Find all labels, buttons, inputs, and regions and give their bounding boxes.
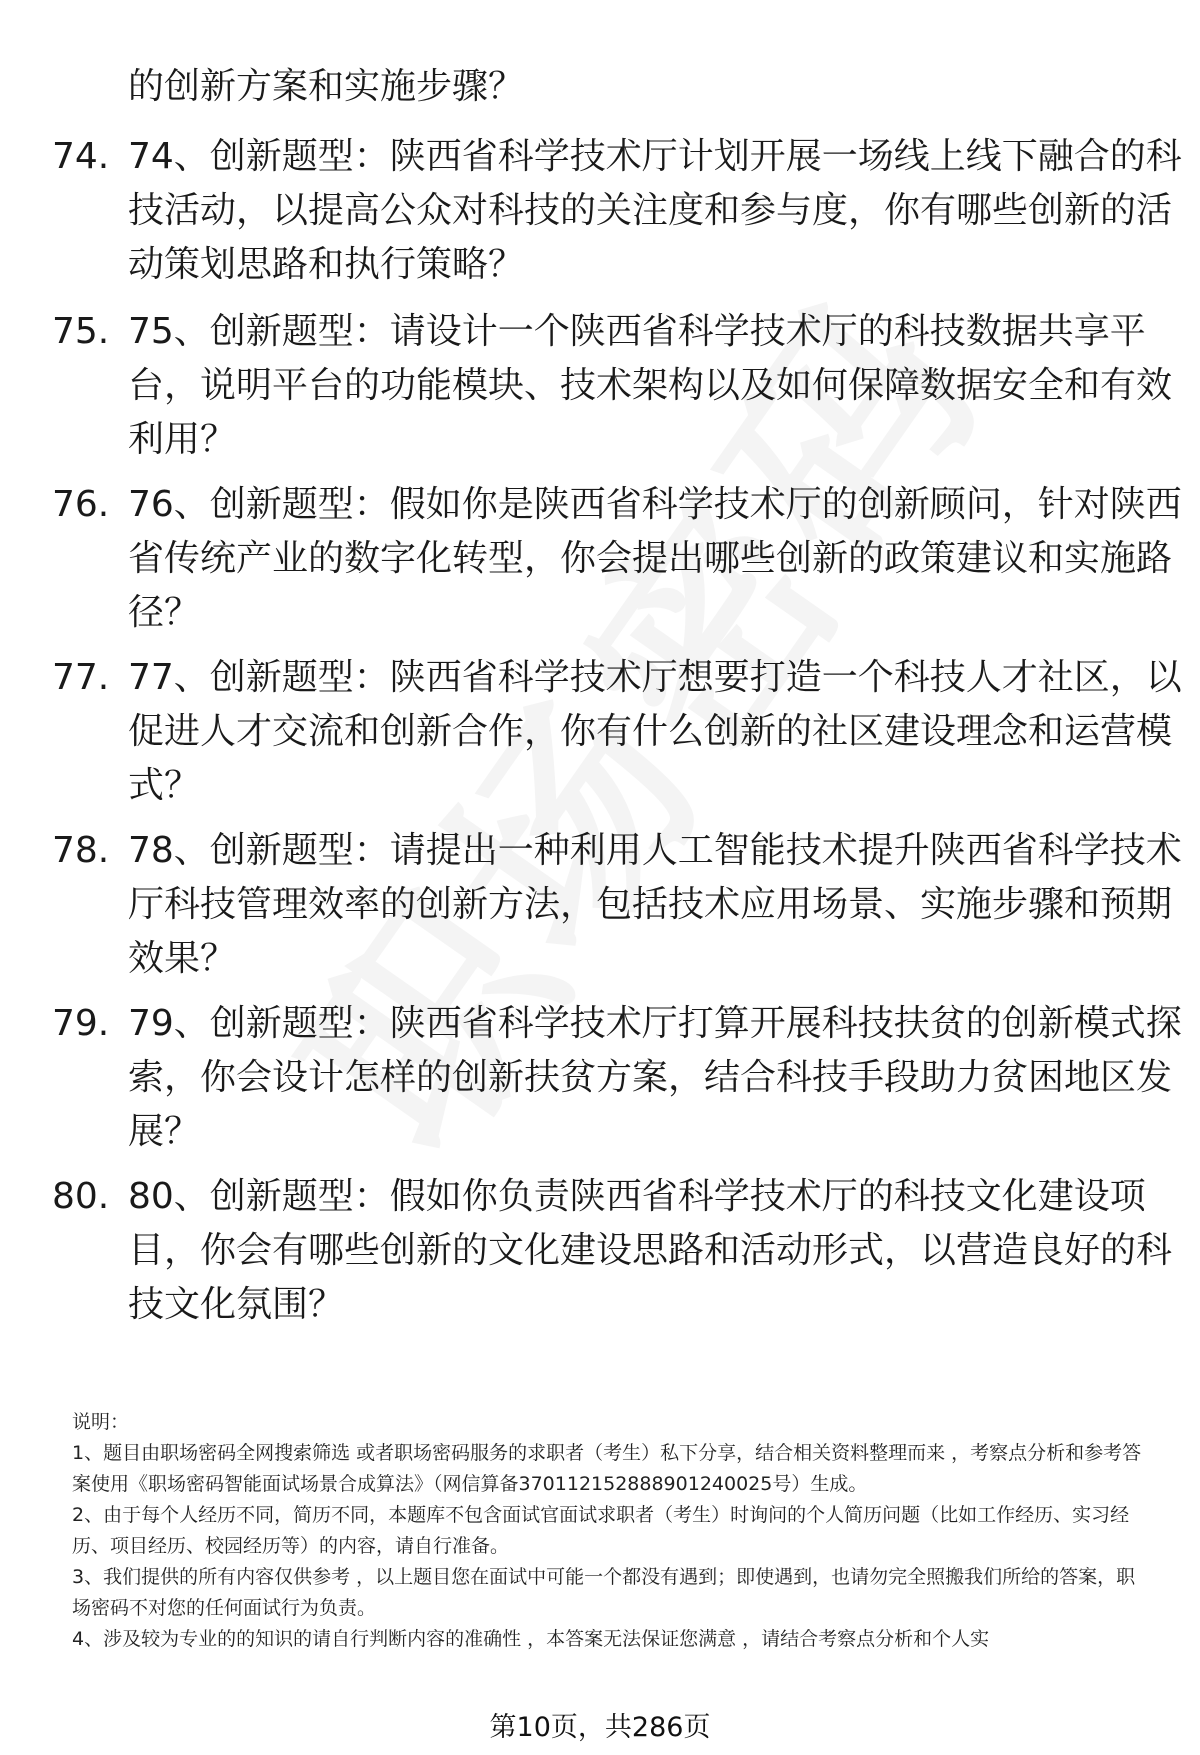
question-number: 79. xyxy=(52,1003,110,1044)
question-number: 77. xyxy=(52,657,110,698)
question-text: 77、创新题型：陕西省科学技术厅想要打造一个科技人才社区，以促进人才交流和创新合作，你有什么创新的社区建设理念和运营模式？ xyxy=(128,657,1182,806)
question-continuation: 的创新方案和实施步骤？ xyxy=(128,66,525,107)
question-number: 74. xyxy=(52,136,110,177)
page-number: 第10页，共286页 xyxy=(489,1712,711,1743)
note-item: 1、题目由职场密码全网搜索筛选 或者职场密码服务的求职者（考生）私下分享，结合相关资料整理而来 ，考察点分析和参考答案使用《职场密码智能面试场景合成算法》（网信算备370112152888901240025号）生成。 xyxy=(72,1442,1142,1495)
notes-heading: 说明： xyxy=(72,1411,130,1433)
question-text: 76、创新题型：假如你是陕西省科学技术厅的创新顾问，针对陕西省传统产业的数字化转型，你会提出哪些创新的政策建议和实施路径？ xyxy=(128,484,1182,633)
question-text: 79、创新题型：陕西省科学技术厅打算开展科技扶贫的创新模式探索，你会设计怎样的创新扶贫方案，结合科技手段助力贫困地区发展？ xyxy=(128,1003,1182,1152)
question-number: 75. xyxy=(52,311,110,352)
note-item: 2、由于每个人经历不同，简历不同，本题库不包含面试官面试求职者（考生）时询问的个人简历问题（比如工作经历、实习经历、项目经历、校园经历等）的内容，请自行准备。 xyxy=(72,1504,1130,1557)
note-item: 4、涉及较为专业的的知识的请自行判断内容的准确性 ，本答案无法保证您满意 ，请结合考察点分析和个人实 xyxy=(72,1628,990,1650)
notes-section xyxy=(72,1407,1152,1655)
question-number: 76. xyxy=(52,484,110,525)
question-text: 74、创新题型：陕西省科学技术厅计划开展一场线上线下融合的科技活动，以提高公众对科技的关注度和参与度，你有哪些创新的活动策划思路和执行策略？ xyxy=(128,136,1182,285)
question-text: 78、创新题型：请提出一种利用人工智能技术提升陕西省科学技术厅科技管理效率的创新方法，包括技术应用场景、实施步骤和预期效果？ xyxy=(128,830,1182,979)
question-text: 80、创新题型：假如你负责陕西省科学技术厅的科技文化建设项目，你会有哪些创新的文化建设思路和活动形式，以营造良好的科技文化氛围？ xyxy=(128,1176,1173,1325)
question-number: 78. xyxy=(52,830,110,871)
note-item: 3、我们提供的所有内容仅供参考 ，以上题目您在面试中可能一个都没有遇到；即使遇到，也请勿完全照搬我们所给的答案，职场密码不对您的任何面试行为负责。 xyxy=(72,1566,1136,1619)
question-number: 80. xyxy=(52,1176,110,1217)
question-text: 75、创新题型：请设计一个陕西省科学技术厅的科技数据共享平台，说明平台的功能模块、技术架构以及如何保障数据安全和有效利用？ xyxy=(128,311,1173,460)
